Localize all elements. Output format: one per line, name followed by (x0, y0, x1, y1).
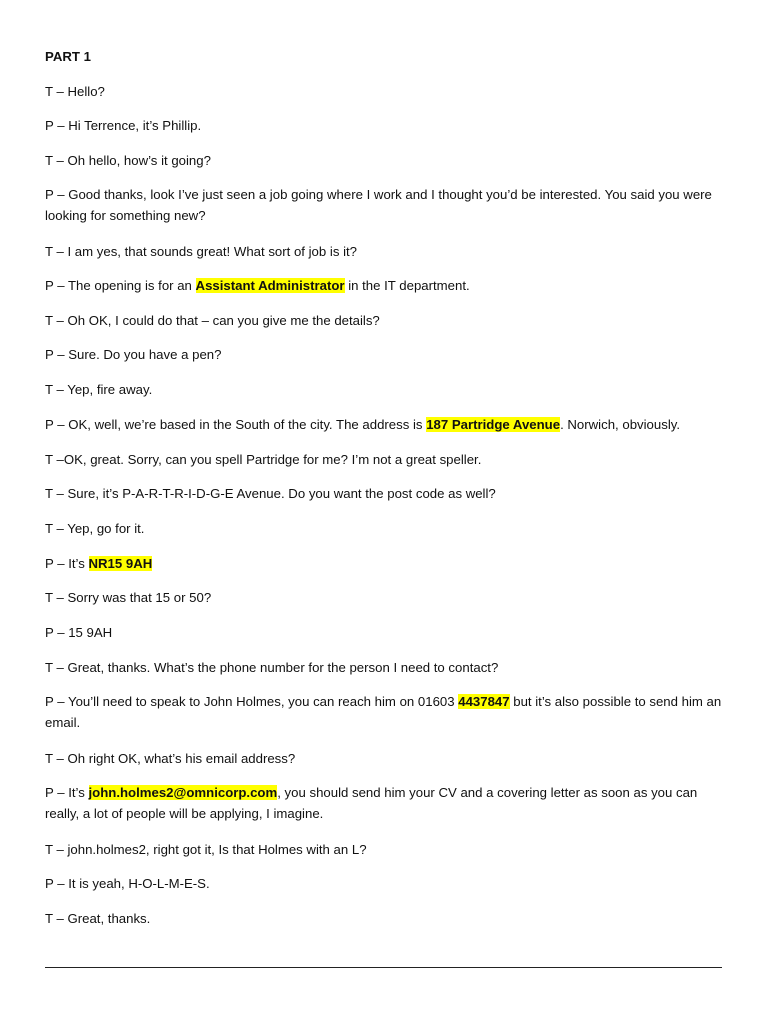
dialogue-line: T – Yep, go for it. (45, 521, 145, 536)
dialogue-line: T – I am yes, that sounds great! What sort of job is it? (45, 244, 358, 259)
dialogue-line: T – Sure, it’s P-A-R-T-R-I-D-G-E Avenue. Do you want the post code as well? (45, 486, 496, 501)
horizontal-rule (45, 967, 722, 968)
dialogue-line: P – OK, well, we’re based in the South of the city. The address is 187 Partridge Avenue. Norwich, obviously. (45, 417, 681, 432)
dialogue-line: P – Good thanks, look I’ve just seen a job going where I work and I thought you’d be interested. You said you were looking for something new? (45, 187, 712, 223)
dialogue-line: T – Yep, fire away. (45, 382, 153, 397)
dialogue-line: P – You’ll need to speak to John Holmes, you can reach him on 01603 4437847 but it’s also possible to send him an email. (45, 694, 722, 730)
dialogue-line: T – Hello? (45, 84, 105, 99)
dialogue-line: T – Sorry was that 15 or 50? (45, 590, 212, 605)
dialogue-line: T – john.holmes2, right got it, Is that Holmes with an L? (45, 842, 367, 857)
highlighted-phone-number: 4437847 (458, 694, 510, 709)
dialogue-line: P – It’s NR15 9AH (45, 556, 153, 571)
highlighted-job-title: Assistant Administrator (195, 278, 345, 293)
dialogue-line: T – Oh right OK, what’s his email address? (45, 751, 296, 766)
dialogue-line: P – The opening is for an Assistant Administrator in the IT department. (45, 278, 470, 293)
highlighted-address: 187 Partridge Avenue (426, 417, 561, 432)
dialogue-line: T – Oh OK, I could do that – can you give me the details? (45, 313, 380, 328)
dialogue-line: T – Great, thanks. What’s the phone number for the person I need to contact? (45, 660, 499, 675)
section-heading: PART 1 (45, 49, 91, 64)
dialogue-line: P – 15 9AH (45, 625, 113, 640)
dialogue-line: P – Hi Terrence, it’s Phillip. (45, 118, 202, 133)
dialogue-line: P – It is yeah, H-O-L-M-E-S. (45, 876, 210, 891)
dialogue-line: P – Sure. Do you have a pen? (45, 347, 222, 362)
dialogue-line: T – Great, thanks. (45, 911, 151, 926)
dialogue-line: T –OK, great. Sorry, can you spell Partridge for me? I’m not a great speller. (45, 452, 482, 467)
dialogue-line: T – Oh hello, how’s it going? (45, 153, 211, 168)
highlighted-email: john.holmes2@omnicorp.com (88, 785, 278, 800)
dialogue-line: P – It’s john.holmes2@omnicorp.com, you should send him your CV and a covering letter as soon as you can really, a lot of people will be applying, I imagine. (45, 785, 698, 821)
highlighted-postcode: NR15 9AH (88, 556, 153, 571)
